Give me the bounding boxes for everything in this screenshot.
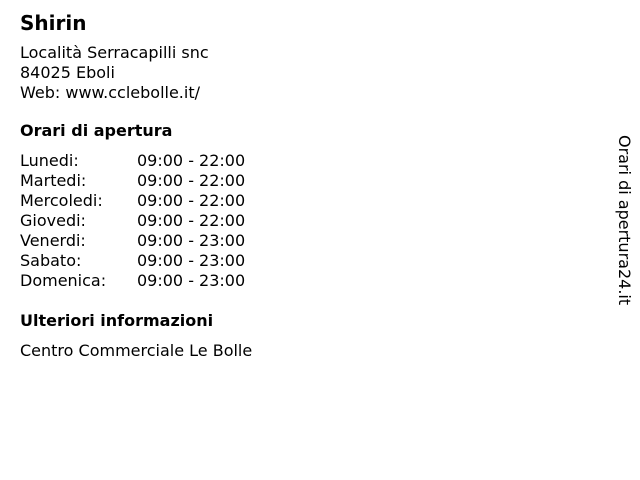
address-street: Località Serracapilli snc: [20, 43, 209, 62]
hours-row-thursday: [20, 211, 580, 231]
hours-time-value: 09:00 - 22:00: [137, 171, 246, 190]
hours-time-value: 09:00 - 23:00: [137, 251, 246, 270]
hours-row-friday: [20, 231, 580, 251]
hours-day-label: Giovedi:: [20, 211, 86, 230]
address-city: 84025 Eboli: [20, 63, 115, 82]
opening-hours-heading: Orari di apertura: [20, 121, 173, 140]
hours-row-sunday: [20, 271, 580, 291]
store-card: [20, 10, 580, 361]
hours-day-label: Venerdi:: [20, 231, 86, 250]
opening-hours-table: [20, 151, 580, 291]
store-name: Shirin: [20, 11, 87, 35]
website-link[interactable]: Web: www.cclebolle.it/: [20, 83, 200, 102]
additional-info-text: Centro Commerciale Le Bolle: [20, 341, 253, 360]
hours-day-label: Lunedi:: [20, 151, 79, 170]
hours-day-label: Domenica:: [20, 271, 107, 290]
hours-row-saturday: [20, 251, 580, 271]
hours-day-label: Mercoledi:: [20, 191, 103, 210]
hours-day-label: Martedi:: [20, 171, 87, 190]
additional-info-heading: Ulteriori informazioni: [20, 311, 214, 330]
hours-time-value: 09:00 - 22:00: [137, 151, 246, 170]
hours-time-value: 09:00 - 22:00: [137, 191, 246, 210]
hours-row-monday: [20, 151, 580, 171]
hours-row-tuesday: [20, 171, 580, 191]
hours-time-value: 09:00 - 22:00: [137, 211, 246, 230]
brand-side-watermark: [612, 135, 636, 310]
hours-day-label: Sabato:: [20, 251, 82, 270]
hours-time-value: 09:00 - 23:00: [137, 231, 246, 250]
hours-row-wednesday: [20, 191, 580, 211]
brand-side-text: Orari di apertura24.it: [615, 135, 634, 306]
hours-time-value: 09:00 - 23:00: [137, 271, 246, 290]
address-block: [20, 43, 580, 103]
